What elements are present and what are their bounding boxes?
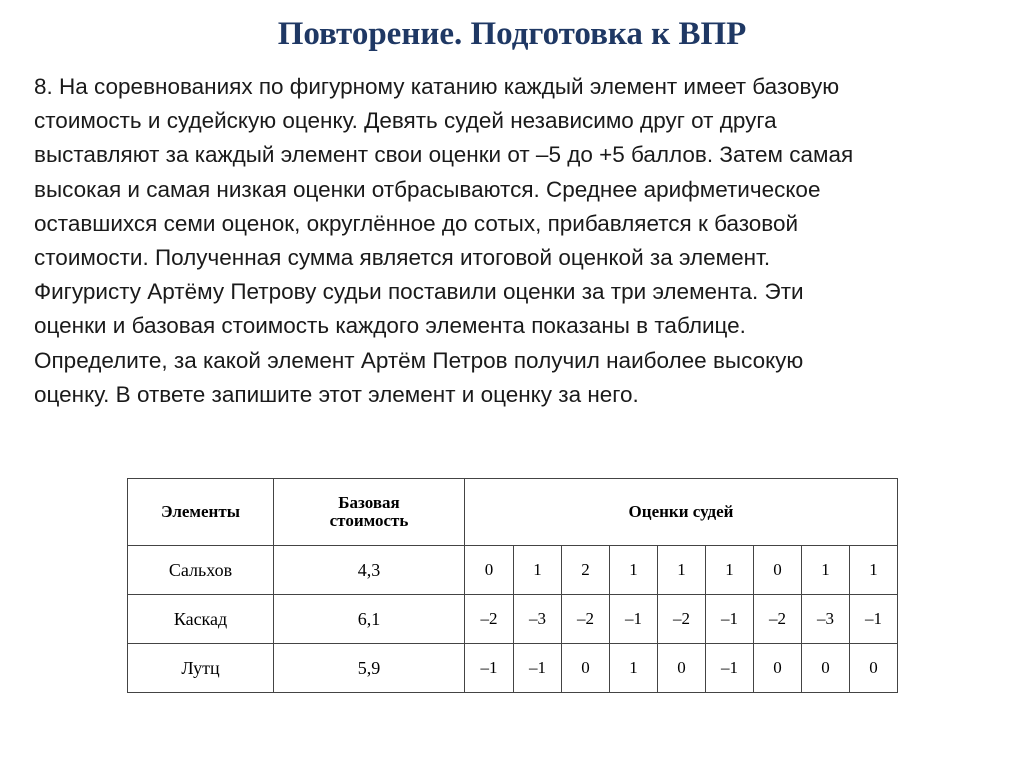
header-elements: Элементы	[128, 479, 274, 546]
judge-score: –1	[610, 595, 658, 644]
judge-score: 0	[465, 546, 514, 595]
judge-score: –3	[514, 595, 562, 644]
judge-score: 0	[850, 644, 898, 693]
judge-score: 1	[802, 546, 850, 595]
table-header-row	[128, 479, 898, 546]
judge-score: 1	[658, 546, 706, 595]
task-line: высокая и самая низкая оценки отбрасываются. Среднее арифметическое	[34, 176, 821, 202]
task-line: Определите, за какой элемент Артём Петров получил наиболее высокую	[34, 347, 804, 373]
task-line: оценку. В ответе запишите этот элемент и оценку за него.	[34, 381, 639, 407]
task-line: выставляют за каждый элемент свои оценки от –5 до +5 баллов. Затем самая	[34, 142, 854, 168]
task-line: Фигуристу Артёму Петрову судьи поставили оценки за три элемента. Эти	[34, 279, 804, 305]
table-row	[128, 546, 898, 595]
judge-score: –1	[850, 595, 898, 644]
judge-score: 0	[754, 644, 802, 693]
judge-score: –2	[754, 595, 802, 644]
slide-title: Повторение. Подготовка к ВПР	[277, 16, 747, 52]
judge-score: 1	[850, 546, 898, 595]
base-cost: 6,1	[274, 595, 465, 644]
judge-score: –1	[465, 644, 514, 693]
judge-score: 0	[802, 644, 850, 693]
element-name: Каскад	[128, 595, 274, 644]
task-line: стоимость и судейскую оценку. Девять судей независимо друг от друга	[34, 108, 777, 134]
judge-score: –1	[706, 644, 754, 693]
judge-score: –1	[514, 644, 562, 693]
task-line: оценки и базовая стоимость каждого элемента показаны в таблице.	[34, 313, 746, 339]
judge-score: 0	[562, 644, 610, 693]
element-name: Сальхов	[128, 546, 274, 595]
judge-score: 1	[514, 546, 562, 595]
base-cost: 4,3	[274, 546, 465, 595]
header-judge-scores: Оценки судей	[465, 479, 898, 546]
header-base-cost-line2: стоимость	[329, 511, 409, 530]
judge-score: –2	[562, 595, 610, 644]
judge-score: 1	[610, 644, 658, 693]
judge-score: 1	[610, 546, 658, 595]
judge-score: –2	[658, 595, 706, 644]
scores-table	[127, 478, 898, 693]
judge-score: 0	[658, 644, 706, 693]
table-row	[128, 595, 898, 644]
task-line: стоимости. Полученная сумма является итоговой оценкой за элемент.	[34, 245, 771, 271]
judge-score: 2	[562, 546, 610, 595]
header-base-cost-line1: Базовая	[338, 493, 400, 512]
base-cost: 5,9	[274, 644, 465, 693]
task-line: 8. На соревнованиях по фигурному катанию каждый элемент имеет базовую	[34, 74, 840, 99]
judge-score: 1	[706, 546, 754, 595]
task-line: оставшихся семи оценок, округлённое до сотых, прибавляется к базовой	[34, 210, 799, 236]
element-name: Лутц	[128, 644, 274, 693]
header-base-cost	[274, 479, 465, 546]
judge-score: –2	[465, 595, 514, 644]
judge-score: –3	[802, 595, 850, 644]
table-row	[128, 644, 898, 693]
task-text	[34, 70, 984, 412]
judge-score: –1	[706, 595, 754, 644]
judge-score: 0	[754, 546, 802, 595]
